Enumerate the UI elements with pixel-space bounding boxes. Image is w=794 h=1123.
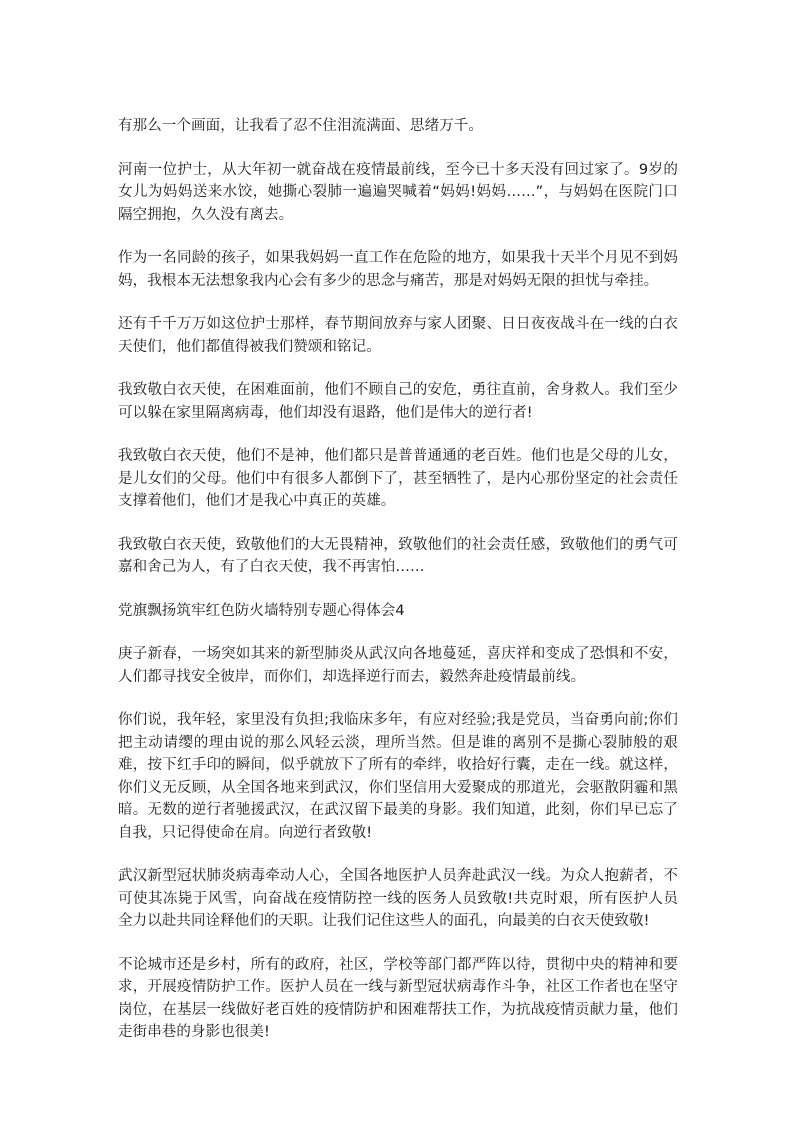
document-page (118, 115, 678, 1065)
paragraph-wuhan: 武汉新型冠状肺炎病毒牵动人心，全国各地医护人员奔赴武汉一线。为众人抱薪者，不可使其冻毙于风雪，向奋战在疫情防控一线的医务人员致敬!共克时艰，所有医护人员全力以赴共同诠释他们的天职。让我们记住这些人的面孔，向最美的白衣天使致敬! (118, 868, 678, 929)
section-heading: 党旗飘扬筑牢红色防火墙特别专题心得体会4 (118, 602, 405, 619)
paragraph-salute-3: 我致敬白衣天使，致敬他们的大无畏精神，致敬他们的社会责任感，致敬他们的勇气可嘉和舍己为人，有了白衣天使，我不再害怕…… (118, 536, 678, 575)
paragraph-salute-2: 我致敬白衣天使，他们不是神，他们都只是普普通通的老百姓。他们也是父母的儿女，是儿女们的父母。他们中有很多人都倒下了，甚至牺牲了，是内心那份坚定的社会责任支撑着他们，他们才是我心中真正的英雄。 (118, 448, 678, 509)
paragraph-you-said: 你们说，我年轻，家里没有负担;我临床多年，有应对经验;我是党员，当奋勇向前;你们把主动请缨的理由说的那么风轻云淡，理所当然。但是谁的离别不是撕心裂肺般的艰难，按下红手印的瞬间，似乎就放下了所有的牵绊，收拾好行囊，走在一线。就这样，你们义无反顾，从全国各地来到武汉，你们坚信用大爱聚成的那道光，会驱散阴霾和黑暗。无数的逆行者驰援武汉，在武汉留下最美的身影。我们知道，此刻，你们早已忘了自我，只记得使命在肩。向逆行者致敬! (118, 712, 678, 841)
paragraph-nurse-story: 河南一位护士，从大年初一就奋战在疫情最前线，至今已十多天没有回过家了。9岁的女儿为妈妈送来水饺，她撕心裂肺一遍遍哭喊着“妈妈!妈妈……”，与妈妈在医院门口隔空拥抱，久久没有离去。 (118, 161, 678, 223)
paragraph-intro: 有那么一个画面，让我看了忍不住泪流满面、思绪万千。 (118, 118, 483, 134)
paragraph-city-village: 不论城市还是乡村，所有的政府，社区，学校等部门都严阵以待，贯彻中央的精神和要求，开展疫情防护工作。医护人员在一线与新型冠状病毒作斗争，社区工作者也在坚守岗位，在基层一线做好老百姓的疫情防护和困难帮扶工作，为抗战疫情贡献力量，他们走街串巷的身影也很美! (118, 956, 678, 1040)
paragraph-same-age-child: 作为一名同龄的孩子，如果我妈妈一直工作在危险的地方，如果我十天半个月见不到妈妈，我根本无法想象我内心会有多少的思念与痛苦，那是对妈妈无限的担忧与牵挂。 (118, 250, 678, 289)
paragraph-new-year: 庚子新春，一场突如其来的新型肺炎从武汉向各地蔓延，喜庆祥和变成了恐惧和不安，人们都寻找安全彼岸，而你们，却选择逆行而去，毅然奔赴疫情最前线。 (118, 646, 678, 685)
paragraph-thousands-angels: 还有千千万万如这位护士那样，春节期间放弃与家人团聚、日日夜夜战斗在一线的白衣天使们，他们都值得被我们赞颂和铭记。 (118, 316, 678, 355)
paragraph-salute-1: 我致敬白衣天使，在困难面前，他们不顾自己的安危，勇往直前，舍身救人。我们至少可以躲在家里隔离病毒，他们却没有退路，他们是伟大的逆行者! (118, 382, 678, 421)
